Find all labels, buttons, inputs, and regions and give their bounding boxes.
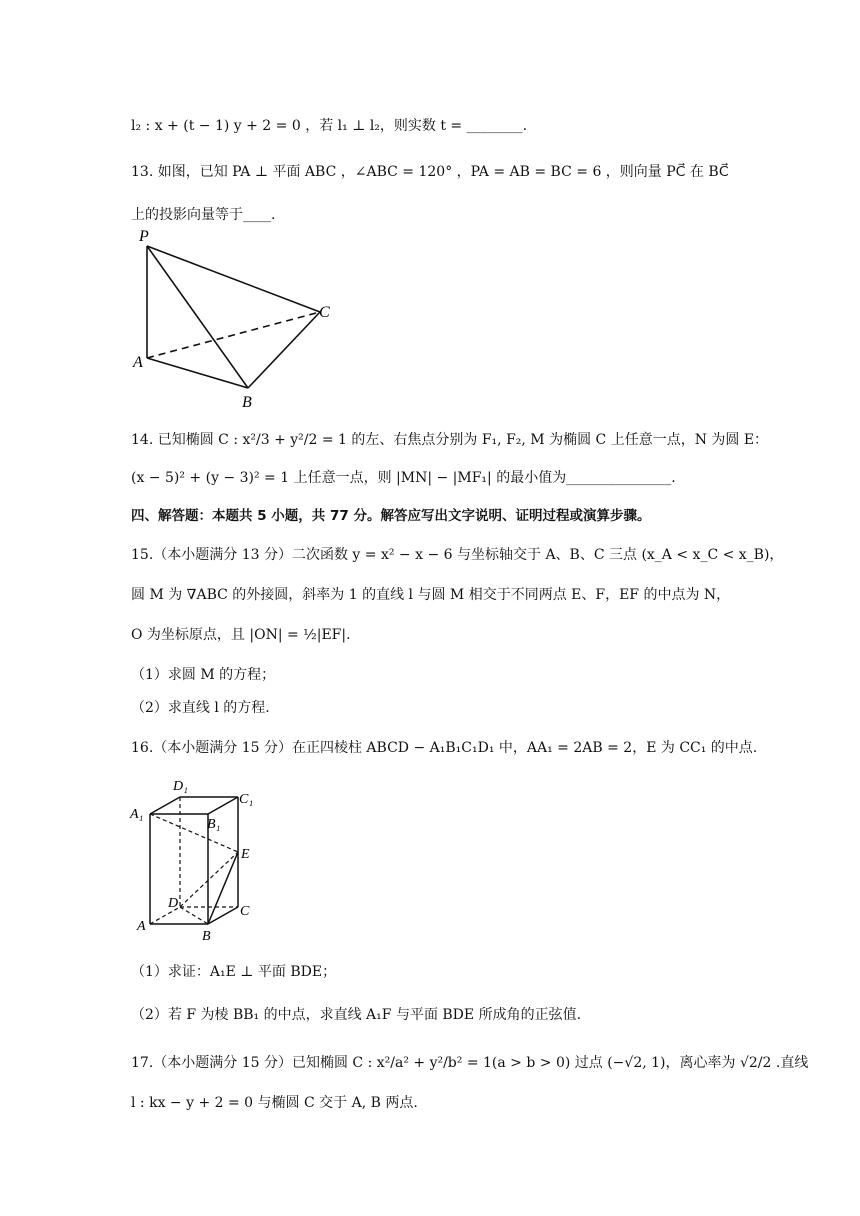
figure-prism [125,770,275,945]
label-a: A [137,919,146,934]
q14-line2: (x − 5)² + (y − 3)² = 1 上任意一点，则 |MN| − |MF₁| 的最小值为_______________. [131,470,676,486]
label-e: E [241,847,250,862]
q13-line2: 上的投影向量等于____. [131,207,276,223]
section-4-heading: 四、解答题：本题共 5 小题，共 77 分。解答应写出文字说明、证明过程或演算步骤。 [131,508,651,524]
q15-part1: （1）求圆 M 的方程； [131,667,276,683]
label-b1: B₁ [207,817,221,832]
label-p: P [139,228,149,245]
q17-line1: 17.（本小题满分 15 分）已知椭圆 C : x²/a² + y²/b² = 1(a > b > 0) 过点 (−√2, 1)，离心率为 √2/2 .直线 [131,1055,809,1071]
label-a1: A₁ [130,807,144,822]
q15-line3: O 为坐标原点，且 |ON| = ½|EF|. [131,627,351,643]
q17-line2: l : kx − y + 2 = 0 与椭圆 C 交于 A, B 两点. [131,1095,418,1111]
q12-line2: l₂ : x + (t − 1) y + 2 = 0 ，若 l₁ ⊥ l₂，则实数 t = ________. [131,118,528,134]
q16-part2: （2）若 F 为棱 BB₁ 的中点，求直线 A₁F 与平面 BDE 所成角的正弦值. [131,1007,582,1023]
label-c: C [319,304,330,321]
label-c1: C₁ [239,792,254,807]
q15-line1: 15.（本小题满分 13 分）二次函数 y = x² − x − 6 与坐标轴交于 A、B、C 三点 (x_A < x_C < x_B)， [131,547,784,563]
q16-line1: 16.（本小题满分 15 分）在正四棱柱 ABCD − A₁B₁C₁D₁ 中，AA₁ = 2AB = 2，E 为 CC₁ 的中点. [131,740,758,756]
q16-part1: （1）求证：A₁E ⊥ 平面 BDE； [131,964,337,980]
q15-line2: 圆 M 为 ∇ABC 的外接圆，斜率为 1 的直线 l 与圆 M 相交于不同两点 E、F，EF 的中点为 N， [131,587,731,603]
label-d: D [168,896,179,911]
label-b: B [242,394,252,410]
label-b: B [202,929,211,944]
label-c: C [240,904,250,919]
q15-part2: （2）求直线 l 的方程. [131,700,270,716]
q14-line1: 14. 已知椭圆 C : x²/3 + y²/2 = 1 的左、右焦点分别为 F₁, F₂, M 为椭圆 C 上任意一点，N 为圆 E： [131,432,769,448]
figure-pyramid [125,225,345,410]
q13-line1: 13. 如图，已知 PA ⊥ 平面 ABC ，∠ABC = 120° ，PA = AB = BC = 6 ，则向量 PC⃗ 在 BC⃗ [131,164,729,180]
label-a: A [133,354,143,371]
label-d1: D₁ [173,779,188,794]
